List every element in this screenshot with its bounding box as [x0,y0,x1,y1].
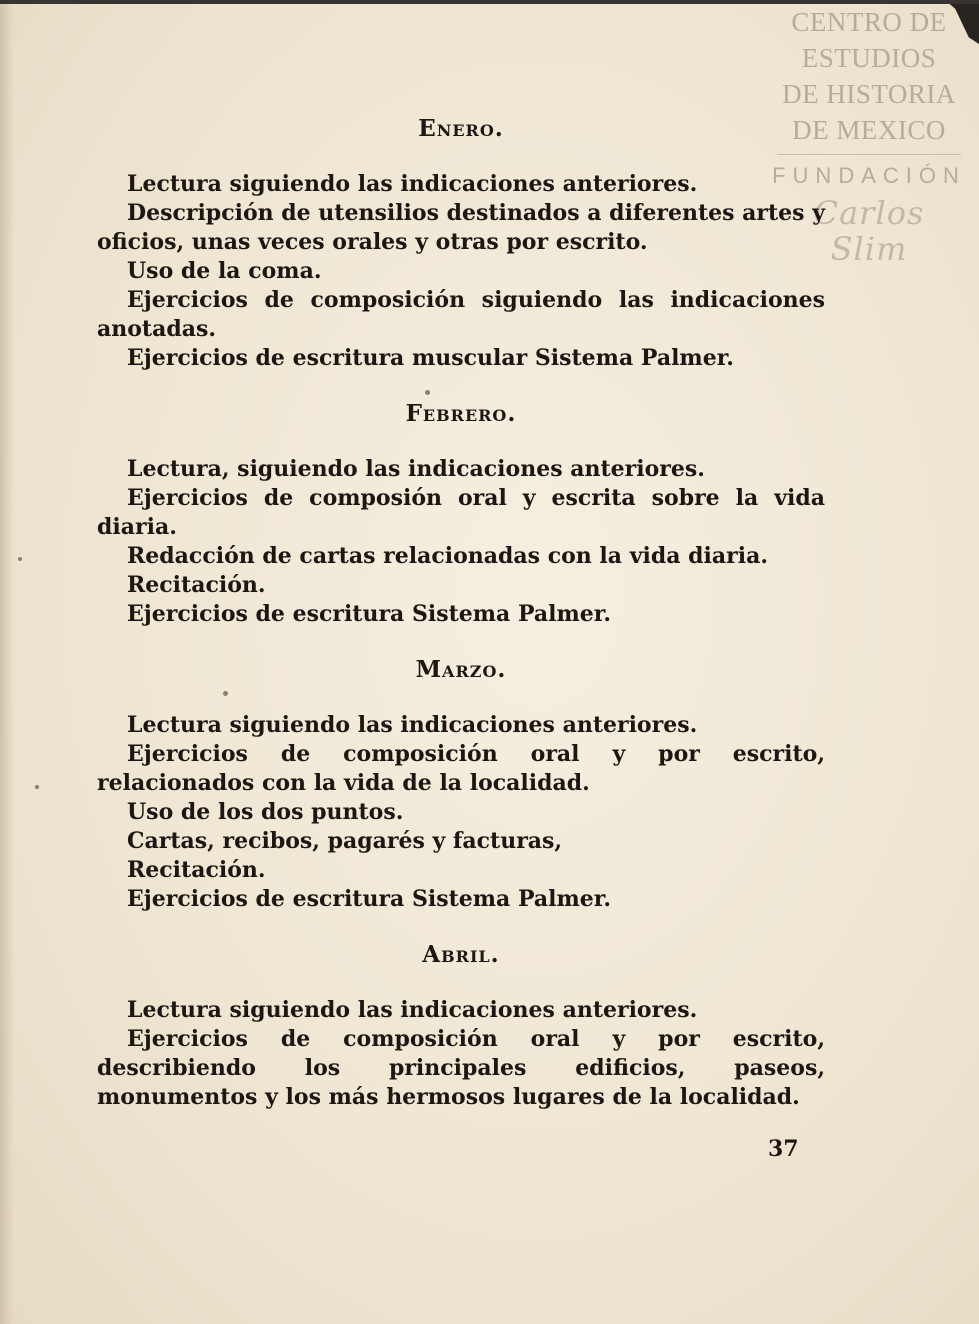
paragraph: Redacción de cartas relacionadas con la vida diaria. [127,543,768,569]
print-speck [425,390,430,395]
paragraph: Lectura, siguiendo las indicaciones anteriores. [127,456,705,482]
watermark-line: DE MEXICO [792,115,946,145]
month-section-febrero [97,399,825,629]
page-number: 37 [768,1136,799,1162]
print-speck [223,691,228,696]
paragraph: Ejercicios de escritura Sistema Palmer. [127,886,612,912]
watermark-line: DE HISTORIA [782,79,956,109]
paragraph: Lectura siguiendo las indicaciones anteriores. [127,997,698,1023]
section-heading: Febrero. [405,400,517,427]
section-heading: Abril. [422,941,500,968]
paragraph: Ejercicios de composición siguiendo las indicaciones anotadas. [97,287,825,342]
paragraph: Ejercicios de escritura Sistema Palmer. [127,601,612,627]
section-heading: Marzo. [415,656,507,683]
paragraph: Ejercicios de escritura muscular Sistema Palmer. [127,345,734,371]
paragraph: Ejercicios de composición oral y por escrito, relacionados con la vida de la localidad. [97,741,825,796]
paragraph: Recitación. [127,572,266,598]
paragraph: Recitación. [127,857,266,883]
paragraph: Descripción de utensilios destinados a diferentes artes y oficios, unas veces orales y otras por escrito. [97,200,826,255]
text-column [97,114,825,1138]
print-speck [35,785,39,789]
watermark-signature: Carlos Slim [813,194,925,268]
paragraph: Lectura siguiendo las indicaciones anteriores. [127,171,698,197]
watermark-foundation: FUNDACIÓN [772,163,966,188]
month-section-marzo [97,655,825,914]
month-section-enero [97,114,825,373]
paragraph: Uso de la coma. [127,258,322,284]
paragraph: Lectura siguiendo las indicaciones anteriores. [127,712,698,738]
paragraph: Uso de los dos puntos. [127,799,404,825]
paragraph: Ejercicios de composición oral y por escrito, describiendo los principales edificios, paseos, monumentos y los más hermosos lugares de la localidad. [97,1026,825,1110]
month-section-abril [97,940,825,1112]
watermark-line: CENTRO DE [791,7,947,37]
watermark-line: ESTUDIOS [801,43,937,73]
print-speck [18,557,22,561]
section-heading: Enero. [418,115,504,142]
paragraph: Cartas, recibos, pagarés y facturas, [127,828,563,854]
paragraph: Ejercicios de composión oral y escrita sobre la vida diaria. [97,485,825,540]
